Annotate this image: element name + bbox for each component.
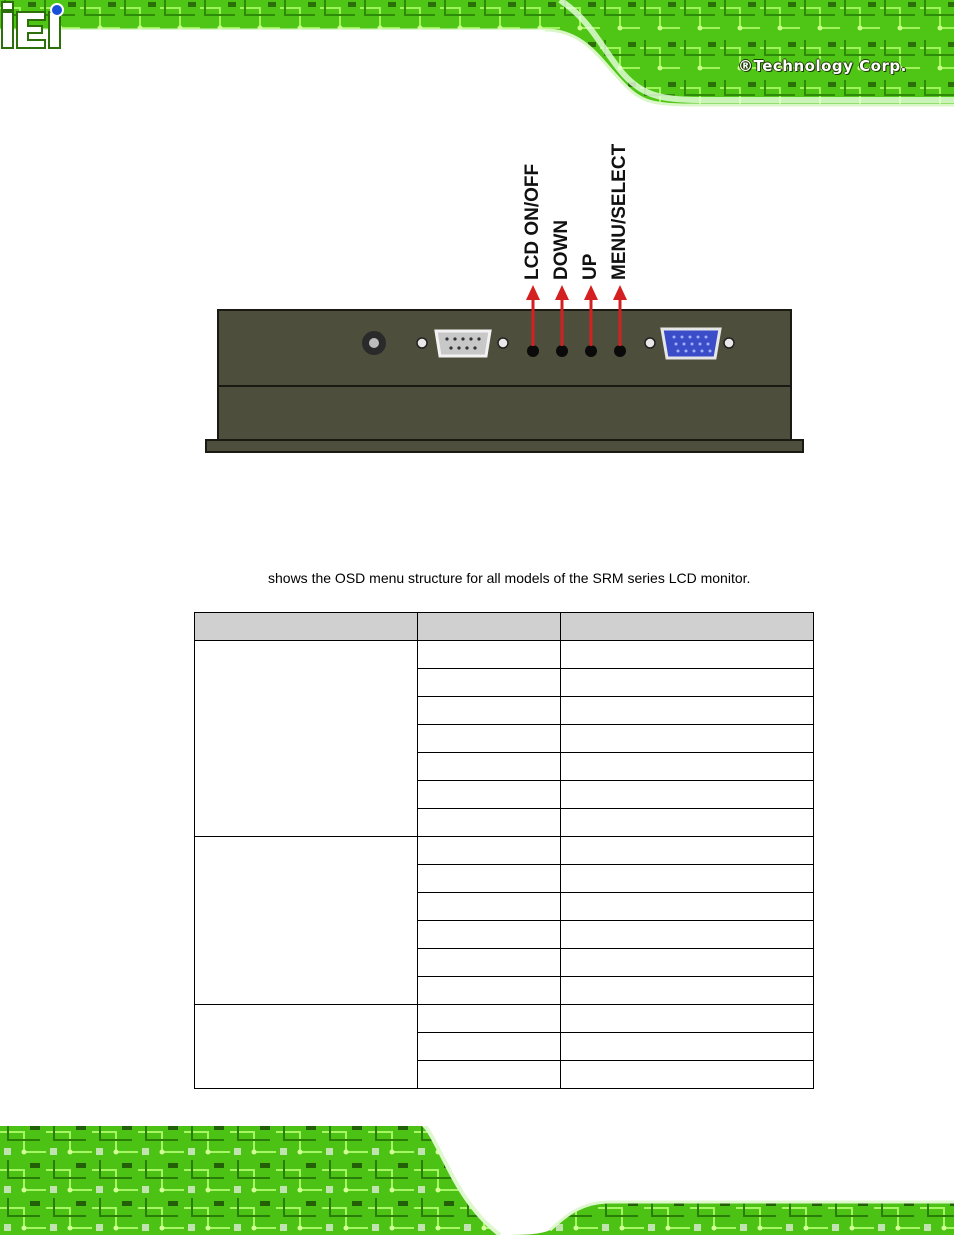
label-down: DOWN [551, 219, 572, 280]
monitor-rear-panel-figure [200, 120, 810, 460]
table-cell [560, 865, 813, 893]
table-cell [418, 809, 560, 837]
brand-name: ®Technology Corp. [738, 57, 907, 75]
table-cell [418, 781, 560, 809]
table-cell [560, 641, 813, 669]
group-label [195, 1005, 418, 1089]
table-cell [418, 669, 560, 697]
label-lcd-on-off: LCD ON/OFF [522, 163, 543, 280]
table-header-cell [418, 613, 560, 641]
table-cell [560, 837, 813, 865]
header-banner [0, 0, 954, 112]
table-cell [560, 753, 813, 781]
table-cell [560, 781, 813, 809]
group-label [195, 837, 418, 1005]
table-cell [560, 1005, 813, 1033]
power-jack-icon [362, 331, 386, 355]
table-cell [418, 641, 560, 669]
circuit-board-graphic [0, 1122, 954, 1235]
group-label [195, 641, 418, 837]
table-cell [560, 949, 813, 977]
label-up: UP [580, 253, 601, 280]
table-cell [560, 977, 813, 1005]
table-cell [560, 669, 813, 697]
table-cell [560, 725, 813, 753]
table-row [195, 837, 814, 865]
iei-logo-icon [0, 0, 70, 52]
table-cell [418, 977, 560, 1005]
osd-menu-table [194, 612, 814, 1089]
table-cell [418, 837, 560, 865]
table-cell [560, 1033, 813, 1061]
footer-banner [0, 1122, 954, 1235]
table-cell [418, 725, 560, 753]
table-header-cell [560, 613, 813, 641]
intro-paragraph: shows the OSD menu structure for all models of the SRM series LCD monitor. [268, 570, 751, 586]
table-cell [418, 1005, 560, 1033]
rear-panel-drawing [200, 120, 810, 460]
table-cell [560, 697, 813, 725]
circuit-board-graphic [0, 0, 954, 112]
table-cell [560, 893, 813, 921]
label-menu-select: MENU/SELECT [609, 143, 630, 280]
table-cell [418, 1033, 560, 1061]
table-row [195, 1005, 814, 1033]
table-cell [418, 753, 560, 781]
table-cell [418, 865, 560, 893]
table-cell [418, 949, 560, 977]
table-cell [418, 893, 560, 921]
table-cell [418, 921, 560, 949]
table-cell [560, 809, 813, 837]
table-header-row [195, 613, 814, 641]
table-cell [560, 1061, 813, 1089]
table-header-cell [195, 613, 418, 641]
table-cell [560, 921, 813, 949]
table-cell [418, 1061, 560, 1089]
table-cell [418, 697, 560, 725]
table-row [195, 641, 814, 669]
